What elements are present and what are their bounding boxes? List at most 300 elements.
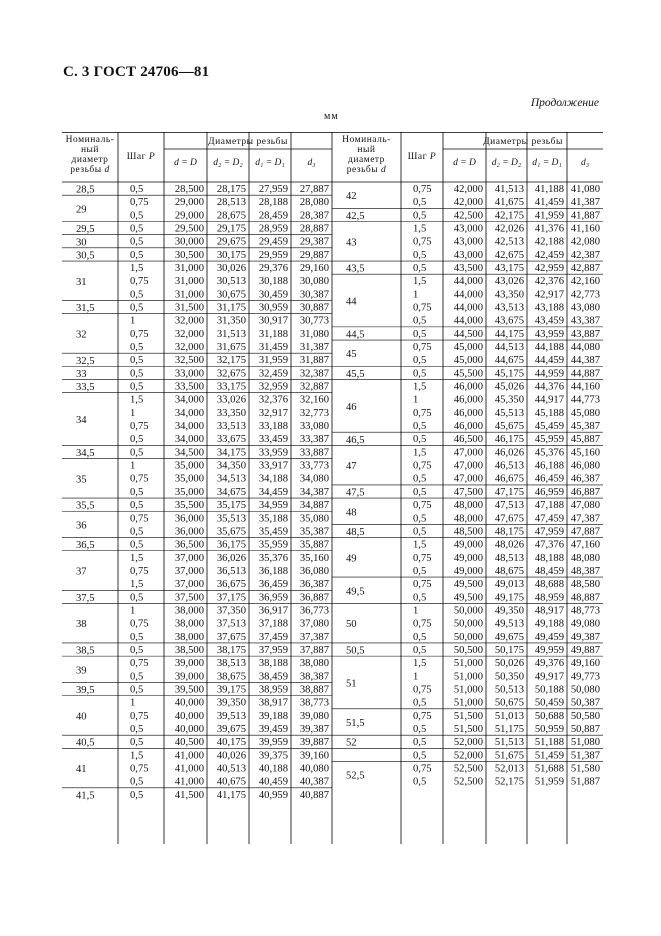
pitch-cell: 0,75 — [130, 328, 149, 340]
diameter-d1-cell: 42,959 — [534, 263, 564, 275]
diameter-d1-cell: 37,459 — [258, 631, 288, 643]
pitch-cell: 0,5 — [130, 368, 144, 380]
pitch-cell: 0,75 — [413, 684, 432, 696]
diameter-d-cell: 34,000 — [174, 421, 204, 433]
nominal-diameter-cell: 45 — [346, 349, 357, 361]
diameter-d2-cell: 49,675 — [494, 631, 524, 643]
diameter-d1-cell: 36,188 — [258, 565, 288, 577]
diameter-d2-cell: 38,175 — [216, 644, 246, 656]
diameter-d3-cell: 44,387 — [570, 355, 600, 367]
pitch-cell: 0,5 — [130, 434, 144, 446]
diameter-d3-cell: 30,080 — [299, 276, 329, 288]
diameter-d2-cell: 34,350 — [216, 460, 246, 472]
diameter-d-cell: 40,000 — [174, 697, 204, 709]
nominal-diameter-cell: 43 — [346, 237, 357, 249]
diameter-d2-cell: 39,675 — [216, 723, 246, 735]
diameter-d1-cell: 49,376 — [534, 658, 564, 670]
diameter-d2-cell: 42,675 — [494, 249, 524, 261]
diameter-d-cell: 39,500 — [174, 684, 204, 696]
nominal-diameter-cell: 30,5 — [76, 250, 95, 262]
diameter-d2-cell: 45,350 — [494, 394, 524, 406]
nominal-diameter-cell: 36 — [76, 520, 87, 532]
diameter-d3-cell: 27,887 — [299, 184, 329, 195]
diameter-d2-cell: 33,513 — [216, 421, 246, 433]
diameter-d2-cell: 34,675 — [216, 486, 246, 498]
nominal-diameter-cell: 33 — [76, 368, 87, 380]
diameter-d2-cell: 41,175 — [216, 789, 246, 801]
pitch-cell: 0,5 — [413, 631, 427, 643]
diameter-d1-cell: 42,188 — [534, 236, 564, 248]
diameter-d-cell: 41,000 — [174, 763, 204, 775]
header-d2-eq-D2: d₂ = D₂ — [491, 158, 522, 168]
pitch-cell: 1,5 — [130, 579, 144, 591]
diameter-d2-cell: 32,175 — [216, 355, 246, 367]
diameter-d-cell: 29,000 — [174, 210, 204, 222]
header-diameters: Диаметры резьбы — [483, 137, 563, 147]
diameter-d2-cell: 40,675 — [216, 776, 246, 788]
diameter-d1-cell: 48,688 — [534, 579, 564, 591]
diameter-d-cell: 41,500 — [174, 789, 204, 801]
diameter-d3-cell: 35,080 — [299, 513, 329, 525]
diameter-d-cell: 37,000 — [174, 579, 204, 591]
diameter-d2-cell: 29,175 — [216, 223, 246, 235]
nominal-diameter-cell: 32,5 — [76, 355, 95, 367]
diameter-d1-cell: 34,959 — [258, 500, 288, 512]
diameter-d3-cell: 37,080 — [299, 618, 329, 630]
diameter-d-cell: 29,000 — [174, 197, 204, 209]
diameter-d3-cell: 35,387 — [299, 526, 329, 538]
pitch-cell: 0,75 — [130, 618, 149, 630]
diameter-d3-cell: 40,387 — [299, 776, 329, 788]
diameter-d-cell: 47,500 — [453, 486, 483, 498]
pitch-cell: 0,5 — [413, 776, 427, 788]
nominal-diameter-cell: 51 — [346, 678, 357, 690]
diameter-d-cell: 34,000 — [174, 394, 204, 406]
diameter-d3-cell: 44,160 — [570, 381, 600, 393]
diameter-d2-cell: 49,175 — [494, 592, 524, 604]
diameter-d3-cell: 44,080 — [570, 342, 600, 354]
diameter-d3-cell: 43,387 — [570, 315, 600, 327]
diameter-d2-cell: 47,513 — [494, 500, 524, 512]
pitch-cell: 0,5 — [130, 210, 144, 222]
diameter-d2-cell: 52,013 — [494, 763, 524, 775]
diameter-d1-cell: 32,459 — [258, 368, 288, 380]
diameter-d-cell: 35,500 — [174, 500, 204, 512]
pitch-cell: 0,75 — [130, 710, 149, 722]
nominal-diameter-cell: 44 — [346, 296, 357, 308]
pitch-cell: 1,5 — [413, 447, 427, 459]
diameter-d-cell: 28,500 — [174, 184, 204, 195]
diameter-d3-cell: 45,160 — [570, 447, 600, 459]
pitch-cell: 1 — [130, 407, 136, 419]
diameter-d3-cell: 50,580 — [570, 710, 600, 722]
diameter-d3-cell: 33,887 — [299, 447, 329, 459]
diameter-d2-cell: 50,026 — [494, 658, 524, 670]
diameter-d3-cell: 47,080 — [570, 500, 600, 512]
nominal-diameter-cell: 38 — [76, 619, 87, 631]
diameter-d2-cell: 43,350 — [494, 289, 524, 301]
diameter-d1-cell: 48,459 — [534, 565, 564, 577]
diameter-d1-cell: 47,459 — [534, 513, 564, 525]
header-nominal-line: резьбы d — [70, 165, 110, 175]
diameter-d-cell: 44,000 — [453, 302, 483, 314]
nominal-diameter-cell: 46,5 — [346, 434, 365, 446]
diameter-d1-cell: 41,188 — [534, 184, 564, 195]
diameter-d-cell: 52,500 — [453, 776, 483, 788]
pitch-cell: 0,5 — [413, 737, 427, 749]
pitch-cell: 0,5 — [130, 355, 144, 367]
nominal-diameter-cell: 50 — [346, 619, 357, 631]
diameter-d1-cell: 38,188 — [258, 658, 288, 670]
diameter-d2-cell: 50,513 — [494, 684, 524, 696]
nominal-diameter-cell: 45,5 — [346, 368, 365, 380]
diameter-d3-cell: 44,887 — [570, 368, 600, 380]
diameter-d1-cell: 34,188 — [258, 473, 288, 485]
nominal-diameter-cell: 41,5 — [76, 790, 95, 802]
diameter-d1-cell: 47,959 — [534, 526, 564, 538]
diameter-d1-cell: 35,188 — [258, 513, 288, 525]
pitch-cell: 1,5 — [413, 539, 427, 551]
diameter-d3-cell: 37,387 — [299, 631, 329, 643]
pitch-cell: 0,5 — [130, 289, 144, 301]
diameter-d1-cell: 46,188 — [534, 460, 564, 472]
diameter-d1-cell: 49,188 — [534, 618, 564, 630]
diameter-d1-cell: 32,917 — [258, 407, 288, 419]
diameter-d-cell: 46,000 — [453, 407, 483, 419]
diameter-d2-cell: 28,675 — [216, 210, 246, 222]
diameter-d3-cell: 32,160 — [299, 394, 329, 406]
diameter-d3-cell: 49,773 — [570, 671, 600, 683]
pitch-cell: 0,75 — [413, 763, 432, 775]
diameter-d-cell: 30,000 — [174, 236, 204, 248]
pitch-cell: 0,5 — [130, 381, 144, 393]
diameter-d-cell: 47,000 — [453, 473, 483, 485]
nominal-diameter-cell: 33,5 — [76, 382, 95, 394]
pitch-cell: 0,75 — [413, 184, 432, 195]
pitch-cell: 0,5 — [130, 539, 144, 551]
diameter-d3-cell: 31,080 — [299, 328, 329, 340]
diameter-d2-cell: 38,675 — [216, 671, 246, 683]
diameter-d-cell: 34,000 — [174, 407, 204, 419]
diameter-d3-cell: 42,387 — [570, 249, 600, 261]
nominal-diameter-cell: 31,5 — [76, 303, 95, 315]
diameter-d1-cell: 31,188 — [258, 328, 288, 340]
diameter-d1-cell: 29,376 — [258, 263, 288, 275]
pitch-cell: 0,5 — [130, 447, 144, 459]
diameter-d2-cell: 30,675 — [216, 289, 246, 301]
diameter-d3-cell: 30,387 — [299, 289, 329, 301]
diameter-d2-cell: 49,013 — [494, 579, 524, 591]
diameter-d1-cell: 32,376 — [258, 394, 288, 406]
diameter-d-cell: 48,500 — [453, 526, 483, 538]
diameter-d3-cell: 48,887 — [570, 592, 600, 604]
diameter-d1-cell: 28,959 — [258, 223, 288, 235]
diameter-d3-cell: 43,080 — [570, 302, 600, 314]
diameter-d2-cell: 36,175 — [216, 539, 246, 551]
diameter-d2-cell: 31,175 — [216, 302, 246, 314]
diameter-d3-cell: 36,387 — [299, 579, 329, 591]
diameter-d-cell: 33,000 — [174, 368, 204, 380]
nominal-diameter-cell: 48,5 — [346, 527, 365, 539]
diameter-d1-cell: 43,459 — [534, 315, 564, 327]
diameter-d1-cell: 30,459 — [258, 289, 288, 301]
diameter-d1-cell: 40,459 — [258, 776, 288, 788]
nominal-diameter-cell: 35 — [76, 474, 87, 486]
diameter-d-cell: 42,000 — [453, 197, 483, 209]
continuation-label: Продолжение — [530, 97, 599, 109]
thread-diameter-table — [62, 132, 603, 844]
diameter-d1-cell: 31,959 — [258, 355, 288, 367]
diameter-d3-cell: 33,387 — [299, 434, 329, 446]
nominal-diameter-cell: 50,5 — [346, 645, 365, 657]
pitch-cell: 1 — [413, 605, 419, 617]
diameter-d2-cell: 51,175 — [494, 723, 524, 735]
diameter-d2-cell: 46,513 — [494, 460, 524, 472]
diameter-d2-cell: 42,175 — [494, 210, 524, 222]
pitch-cell: 1,5 — [130, 263, 144, 275]
diameter-d1-cell: 43,959 — [534, 328, 564, 340]
pitch-cell: 0,75 — [130, 763, 149, 775]
diameter-d1-cell: 51,188 — [534, 737, 564, 749]
diameter-d-cell: 50,000 — [453, 631, 483, 643]
pitch-cell: 0,5 — [130, 644, 144, 656]
diameter-d3-cell: 30,887 — [299, 302, 329, 314]
diameter-d-cell: 38,000 — [174, 618, 204, 630]
diameter-d2-cell: 43,675 — [494, 315, 524, 327]
diameter-d-cell: 37,000 — [174, 565, 204, 577]
pitch-cell: 1,5 — [413, 658, 427, 670]
nominal-diameter-cell: 38,5 — [76, 645, 95, 657]
header-nominal-line: Номиналь- — [65, 135, 115, 145]
diameter-d1-cell: 51,688 — [534, 763, 564, 775]
diameter-d1-cell: 48,917 — [534, 605, 564, 617]
diameter-d3-cell: 51,080 — [570, 737, 600, 749]
diameter-d3-cell: 29,387 — [299, 236, 329, 248]
diameter-d2-cell: 32,675 — [216, 368, 246, 380]
diameter-d-cell: 33,500 — [174, 381, 204, 393]
diameter-d2-cell: 31,513 — [216, 328, 246, 340]
diameter-d1-cell: 44,917 — [534, 394, 564, 406]
diameter-d1-cell: 29,459 — [258, 236, 288, 248]
diameter-d-cell: 49,000 — [453, 552, 483, 564]
diameter-d3-cell: 48,080 — [570, 552, 600, 564]
diameter-d-cell: 38,000 — [174, 605, 204, 617]
diameter-d2-cell: 48,675 — [494, 565, 524, 577]
diameter-d-cell: 52,000 — [453, 750, 483, 762]
diameter-d3-cell: 51,387 — [570, 750, 600, 762]
diameter-d3-cell: 35,887 — [299, 539, 329, 551]
diameter-d1-cell: 33,959 — [258, 447, 288, 459]
pitch-cell: 1 — [130, 605, 136, 617]
diameter-d3-cell: 46,080 — [570, 460, 600, 472]
pitch-cell: 0,5 — [413, 513, 427, 525]
diameter-d3-cell: 37,887 — [299, 644, 329, 656]
diameter-d2-cell: 51,513 — [494, 737, 524, 749]
pitch-cell: 1 — [130, 460, 136, 472]
pitch-cell: 1 — [413, 671, 419, 683]
diameter-d2-cell: 31,675 — [216, 342, 246, 354]
diameter-d2-cell: 49,513 — [494, 618, 524, 630]
diameter-d-cell: 36,000 — [174, 513, 204, 525]
diameter-d1-cell: 36,959 — [258, 592, 288, 604]
diameter-d3-cell: 35,160 — [299, 552, 329, 564]
nominal-diameter-cell: 30 — [76, 237, 87, 249]
diameter-d3-cell: 51,580 — [570, 763, 600, 775]
diameter-d3-cell: 39,887 — [299, 737, 329, 749]
pitch-cell: 0,5 — [130, 526, 144, 538]
diameter-d2-cell: 40,026 — [216, 750, 246, 762]
diameter-d2-cell: 37,675 — [216, 631, 246, 643]
pitch-cell: 1,5 — [413, 223, 427, 235]
diameter-d-cell: 39,000 — [174, 658, 204, 670]
diameter-d3-cell: 42,773 — [570, 289, 600, 301]
diameter-d-cell: 44,000 — [453, 276, 483, 288]
pitch-cell: 0,5 — [130, 236, 144, 248]
diameter-d3-cell: 46,387 — [570, 473, 600, 485]
diameter-d-cell: 35,000 — [174, 473, 204, 485]
diameter-d2-cell: 46,026 — [494, 447, 524, 459]
diameter-d2-cell: 44,175 — [494, 328, 524, 340]
diameter-d2-cell: 39,175 — [216, 684, 246, 696]
diameter-d3-cell: 51,887 — [570, 776, 600, 788]
diameter-d-cell: 49,500 — [453, 592, 483, 604]
diameter-d3-cell: 38,080 — [299, 658, 329, 670]
diameter-d1-cell: 39,188 — [258, 710, 288, 722]
nominal-diameter-cell: 39 — [76, 665, 87, 677]
diameter-d2-cell: 41,675 — [494, 197, 524, 209]
diameter-d2-cell: 31,350 — [216, 315, 246, 327]
diameter-d1-cell: 46,459 — [534, 473, 564, 485]
nominal-diameter-cell: 40 — [76, 711, 87, 723]
diameter-d-cell: 31,000 — [174, 289, 204, 301]
pitch-cell: 0,5 — [413, 249, 427, 261]
pitch-cell: 0,5 — [413, 210, 427, 222]
diameter-d3-cell: 34,387 — [299, 486, 329, 498]
diameter-d2-cell: 40,513 — [216, 763, 246, 775]
nominal-diameter-cell: 36,5 — [76, 540, 95, 552]
diameter-d-cell: 44,000 — [453, 289, 483, 301]
diameter-d3-cell: 33,080 — [299, 421, 329, 433]
diameter-d2-cell: 41,513 — [494, 184, 524, 195]
diameter-d2-cell: 51,013 — [494, 710, 524, 722]
nominal-diameter-cell: 29,5 — [76, 224, 95, 236]
diameter-d1-cell: 27,959 — [258, 184, 288, 195]
pitch-cell: 0,5 — [413, 197, 427, 209]
pitch-cell: 0,5 — [130, 631, 144, 643]
diameter-d3-cell: 39,080 — [299, 710, 329, 722]
nominal-diameter-cell: 35,5 — [76, 500, 95, 512]
diameter-d2-cell: 50,175 — [494, 644, 524, 656]
diameter-d1-cell: 33,459 — [258, 434, 288, 446]
diameter-d2-cell: 47,675 — [494, 513, 524, 525]
pitch-cell: 0,75 — [413, 618, 432, 630]
diameter-d-cell: 39,000 — [174, 671, 204, 683]
diameter-d-cell: 51,500 — [453, 723, 483, 735]
header-nominal-line: резьбы d — [346, 165, 387, 175]
diameter-d-cell: 30,500 — [174, 249, 204, 261]
diameter-d-cell: 36,000 — [174, 526, 204, 538]
pitch-cell: 0,5 — [413, 723, 427, 735]
diameter-d3-cell: 42,160 — [570, 276, 600, 288]
nominal-diameter-cell: 41 — [76, 764, 87, 776]
diameter-d3-cell: 47,887 — [570, 526, 600, 538]
diameter-d2-cell: 30,175 — [216, 249, 246, 261]
header-nominal-line: ный — [357, 145, 376, 155]
pitch-cell: 0,75 — [130, 565, 149, 577]
diameter-d3-cell: 49,080 — [570, 618, 600, 630]
pitch-cell: 0,5 — [413, 421, 427, 433]
diameter-d1-cell: 31,459 — [258, 342, 288, 354]
diameter-d3-cell: 48,773 — [570, 605, 600, 617]
table-grid — [62, 132, 603, 844]
pitch-cell: 0,75 — [130, 513, 149, 525]
diameter-d3-cell: 39,387 — [299, 723, 329, 735]
diameter-d-cell: 34,500 — [174, 447, 204, 459]
pitch-cell: 0,5 — [130, 684, 144, 696]
diameter-d1-cell: 42,376 — [534, 276, 564, 288]
diameter-d3-cell: 40,887 — [299, 789, 329, 801]
diameter-d1-cell: 50,688 — [534, 710, 564, 722]
diameter-d2-cell: 34,513 — [216, 473, 246, 485]
diameter-d3-cell: 42,080 — [570, 236, 600, 248]
diameter-d2-cell: 43,513 — [494, 302, 524, 314]
diameter-d1-cell: 35,459 — [258, 526, 288, 538]
diameter-d1-cell: 49,459 — [534, 631, 564, 643]
diameter-d-cell: 47,000 — [453, 447, 483, 459]
diameter-d1-cell: 43,188 — [534, 302, 564, 314]
diameter-d-cell: 37,000 — [174, 552, 204, 564]
header-d1-eq-D1: d₁ = D₁ — [532, 158, 562, 168]
diameter-d3-cell: 40,080 — [299, 763, 329, 775]
diameter-d3-cell: 31,387 — [299, 342, 329, 354]
header-nominal-line: ный — [80, 145, 100, 155]
nominal-diameter-cell: 32 — [76, 329, 87, 341]
pitch-cell: 0,5 — [130, 671, 144, 683]
diameter-d3-cell: 48,387 — [570, 565, 600, 577]
diameter-d-cell: 32,000 — [174, 315, 204, 327]
diameter-d2-cell: 45,513 — [494, 407, 524, 419]
diameter-d-cell: 51,000 — [453, 684, 483, 696]
diameter-d-cell: 51,000 — [453, 671, 483, 683]
diameter-d3-cell: 45,080 — [570, 407, 600, 419]
diameter-d1-cell: 44,188 — [534, 342, 564, 354]
diameter-d-cell: 41,000 — [174, 776, 204, 788]
diameter-d2-cell: 48,175 — [494, 526, 524, 538]
pitch-cell: 0,75 — [413, 407, 432, 419]
header-d-eq-D: d = D — [453, 158, 476, 168]
nominal-diameter-cell: 31 — [76, 276, 87, 288]
pitch-cell: 1 — [130, 697, 136, 709]
page-header: С. 3 ГОСТ 24706—81 — [63, 64, 210, 80]
diameter-d1-cell: 39,459 — [258, 723, 288, 735]
diameter-d1-cell: 42,459 — [534, 249, 564, 261]
diameter-d2-cell: 36,513 — [216, 565, 246, 577]
diameter-d2-cell: 28,513 — [216, 197, 246, 209]
diameter-d1-cell: 46,959 — [534, 486, 564, 498]
nominal-diameter-cell: 37 — [76, 566, 87, 578]
diameter-d2-cell: 45,026 — [494, 381, 524, 393]
header-diameters: Диаметры резьбы — [208, 137, 288, 147]
diameter-d-cell: 50,000 — [453, 618, 483, 630]
diameter-d1-cell: 33,188 — [258, 421, 288, 433]
diameter-d2-cell: 33,350 — [216, 407, 246, 419]
diameter-d1-cell: 30,917 — [258, 315, 288, 327]
header-d2-eq-D2: d₂ = D₂ — [213, 158, 243, 168]
diameter-d-cell: 46,000 — [453, 421, 483, 433]
diameter-d1-cell: 45,188 — [534, 407, 564, 419]
diameter-d3-cell: 48,580 — [570, 579, 600, 591]
diameter-d-cell: 45,500 — [453, 368, 483, 380]
